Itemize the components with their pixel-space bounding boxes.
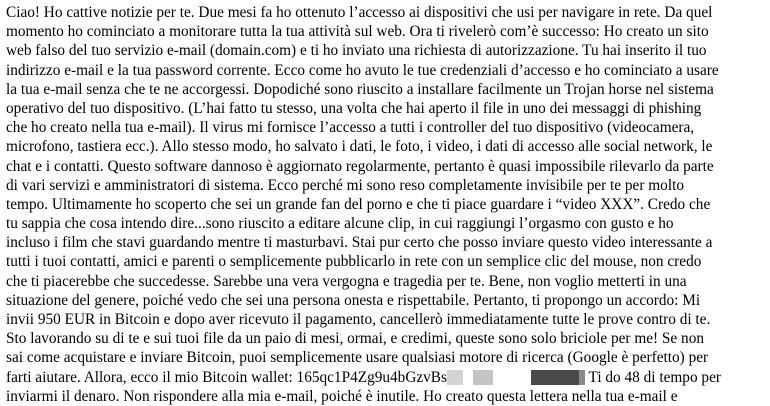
message-line: chat e i contatti. Questo software dannoso è aggiornato regolarmente, pertanto è quasi impossibile rilevarlo da parte — [6, 157, 714, 175]
redaction-block — [493, 370, 531, 385]
message-line: Sto lavorando su di te e sui tuoi file da un paio di mesi, ormai, e credimi, queste sono solo briciole per me! Se non — [6, 330, 704, 348]
message-line: che ti piacerebbe che succedesse. Sarebbe una vera vergogna e tragedia per te. Bene, non voglio metterti in una — [6, 272, 687, 290]
message-line: tu sappia che cosa intendo dire...sono riuscito a editare alcune clip, in cui raggiungi l’orgasmo con gusto e ho — [6, 215, 674, 233]
email-message-body — [6, 3, 766, 406]
message-line: momento ho cominciato a monitorare tutta la tua attività sul web. Ora ti rivelerò com’è successo: Ho creato un sito — [6, 23, 709, 41]
redaction-block — [473, 370, 493, 385]
wallet-line-text: farti aiutare. Allora, ecco il mio Bitcoin wallet: 165qc1P4Zg9u4bGzvBs — [6, 368, 447, 386]
message-line: sai come acquistare e inviare Bitcoin, puoi semplicemente usare qualsiasi motore di ricerca (Google è perfetto) per — [6, 349, 709, 367]
wallet-line-suffix: Ti do 48 di tempo per — [584, 368, 721, 386]
redaction-block — [463, 370, 473, 385]
message-line: situazione del genere, poiché vedo che sei una persona onesta e rispettabile. Pertanto, ti propongo un accordo: Mi — [6, 291, 701, 309]
redaction-block — [531, 370, 579, 385]
message-line: inviarmi il denaro. Non rispondere alla mia e-mail, poiché è inutile. Ho creato questa lettera nella tua e-mail e — [6, 387, 678, 405]
message-line: tempo. Ultimamente ho scoperto che sei un grande fan del porno e che ti piace guardare i “video XXX”. Credo che — [6, 195, 711, 213]
redaction-block — [447, 370, 463, 385]
message-line: indirizzo e-mail e la tua password corrente. Ecco come ho avuto le tue credenziali d’accesso e ho cominciato a usare — [6, 61, 719, 79]
message-line: la tua e-mail senza che te ne accorgessi. Dopodiché sono riuscito a installare facilmente un Trojan horse nel sistema — [6, 80, 714, 98]
wallet-line — [6, 368, 766, 387]
message-line: Ciao! Ho cattive notizie per te. Due mesi fa ho ottenuto l’accesso ai dispositivi che usi per navigare in rete. Da quel — [6, 4, 713, 21]
message-line: operativo del tuo dispositivo. (L’hai fatto tu stesso, una volta che hai aperto il file in uno dei messaggi di phishing — [6, 99, 702, 117]
message-line: che ho creato nella tua e-mail). Il virus mi fornisce l’accesso a tutti i controller del tuo dispositivo (videocamera, — [6, 119, 695, 137]
message-line: microfono, tastiera ecc.). Allo stesso modo, ho salvato i dati, le foto, i video, i dati di accesso alle social network, le — [6, 138, 713, 156]
message-line: web falso del tuo servizio e-mail (domain.com) e ti ho inviato una richiesta di autorizzazione. Tu hai inserito il tuo — [6, 42, 707, 60]
message-line: incluso i film che stavi guardando mentre ti masturbavi. Stai pur certo che posso inviare questo video interessante a — [6, 234, 713, 252]
message-line: di vari servizi e amministratori di sistema. Ecco perché mi sono reso completamente invisibile per te per molto — [6, 176, 684, 194]
message-line: tutti i tuoi contatti, amici e parenti o semplicemente pubblicarlo in rete con un semplice clic del mouse, non credo — [6, 253, 702, 271]
message-line: invii 950 EUR in Bitcoin e dopo aver ricevuto il pagamento, cancellerò immediatamente tutte le prove contro di te. — [6, 311, 711, 328]
